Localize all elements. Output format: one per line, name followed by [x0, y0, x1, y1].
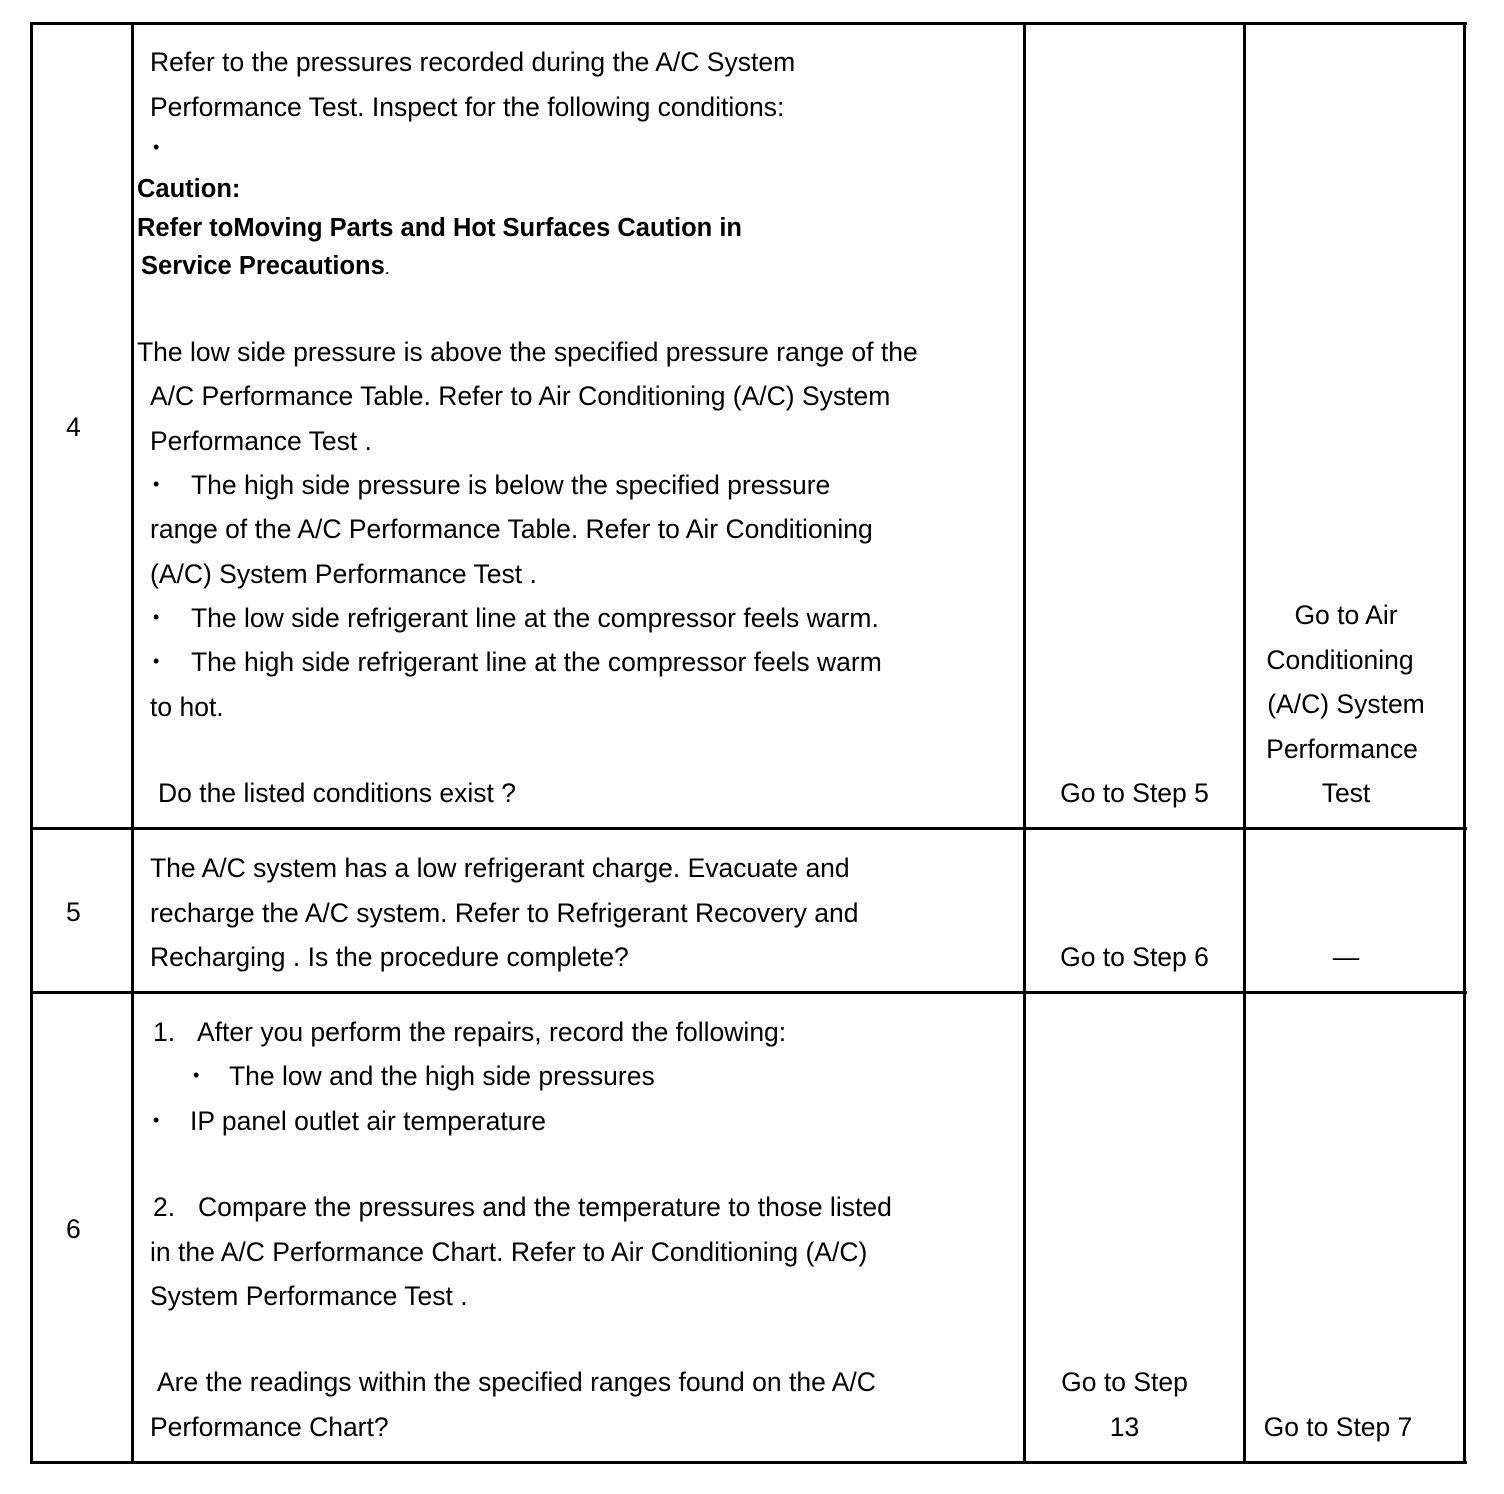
action-text: Refer to the pressures recorded during the A/C System	[150, 47, 796, 77]
yes-action: Go to Step 5	[1060, 778, 1209, 808]
no-action-line: Conditioning	[1266, 645, 1414, 675]
condition-text: Performance Test .	[150, 426, 372, 456]
action-text: The A/C system has a low refrigerant charge. Evacuate and	[150, 853, 850, 883]
condition-text: A/C Performance Table. Refer to Air Conditioning (A/C) System	[150, 381, 891, 411]
no-action-line: (A/C) System	[1267, 689, 1425, 719]
caution-period: .	[384, 258, 390, 278]
bullet-icon: •	[193, 1065, 200, 1085]
condition-text: The high side pressure is below the specified pressure	[191, 470, 831, 500]
question-text: Are the readings within the specified ranges found on the A/C	[157, 1367, 876, 1397]
row-divider-5-6	[30, 991, 1467, 994]
column-divider-step-action	[131, 22, 134, 1464]
table-border-right	[1463, 22, 1466, 1464]
bullet-icon: •	[153, 607, 160, 627]
caution-title: Caution:	[137, 175, 241, 203]
caution-text: Refer toMoving Parts and Hot Surfaces Caution in	[137, 214, 742, 242]
no-action-line: Go to Air	[1294, 600, 1398, 630]
step-number: 4	[66, 412, 81, 442]
condition-text: to hot.	[150, 692, 224, 722]
no-action-line: Test	[1321, 778, 1371, 808]
list-number: 1.	[153, 1017, 176, 1047]
bullet-icon: •	[153, 137, 160, 157]
bullet-icon: •	[153, 1110, 160, 1130]
no-action: —	[1332, 942, 1360, 972]
yes-action-line: Go to Step	[1061, 1367, 1188, 1397]
caution-text	[141, 254, 390, 280]
condition-text: (A/C) System Performance Test .	[150, 559, 537, 589]
condition-text: The low side refrigerant line at the compressor feels warm.	[191, 603, 879, 633]
step-number: 5	[66, 897, 81, 927]
condition-text: The high side refrigerant line at the compressor feels warm	[191, 647, 882, 677]
action-text: in the A/C Performance Chart. Refer to Air Conditioning (A/C)	[150, 1237, 868, 1267]
row-divider-4-5	[30, 827, 1467, 830]
action-text: IP panel outlet air temperature	[190, 1106, 547, 1136]
list-number: 2.	[153, 1192, 176, 1222]
no-action: Go to Step 7	[1263, 1412, 1413, 1442]
action-text: Performance Test. Inspect for the following conditions:	[150, 92, 785, 122]
table-border-left	[30, 22, 33, 1464]
action-text: After you perform the repairs, record the following:	[197, 1017, 787, 1047]
bullet-icon: •	[153, 474, 160, 494]
action-text: recharge the A/C system. Refer to Refrigerant Recovery and	[150, 898, 859, 928]
question-text: Performance Chart?	[150, 1412, 389, 1442]
table-border-bottom	[30, 1461, 1467, 1464]
caution-link[interactable]: Service Precautions	[141, 252, 385, 280]
action-text: Recharging . Is the procedure complete?	[150, 942, 629, 972]
question-text: Do the listed conditions exist ?	[158, 778, 516, 808]
bullet-icon: •	[153, 651, 160, 671]
action-text: The low and the high side pressures	[229, 1061, 655, 1091]
action-text: Compare the pressures and the temperature to those listed	[198, 1192, 892, 1222]
yes-action-line: 13	[1109, 1412, 1140, 1442]
action-text: System Performance Test .	[150, 1281, 468, 1311]
table-border-top	[30, 22, 1467, 25]
condition-text: The low side pressure is above the specified pressure range of the	[137, 337, 918, 367]
yes-action: Go to Step 6	[1060, 942, 1209, 972]
column-divider-action-yes	[1023, 22, 1026, 1464]
step-number: 6	[66, 1214, 81, 1244]
condition-text: range of the A/C Performance Table. Refer to Air Conditioning	[150, 514, 873, 544]
no-action-line: Performance	[1266, 734, 1418, 764]
